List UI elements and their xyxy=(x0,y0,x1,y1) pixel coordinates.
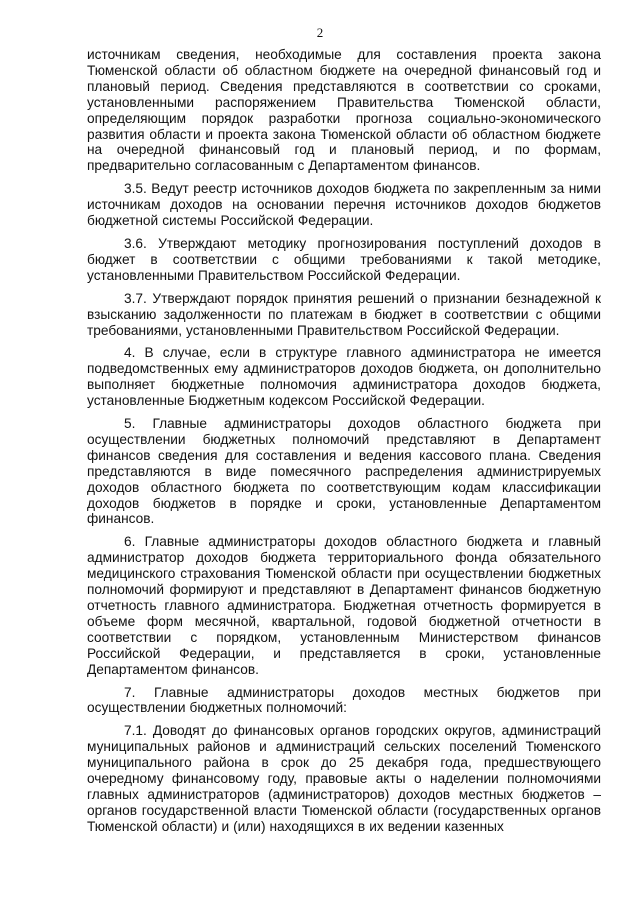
paragraph-item-7-1: 7.1. Доводят до финансовых органов городских округов, администраций муниципальных районов и администраций сельских поселений Тюменского муниципального района в срок до 25 декабря года, предшествующего очередному финансовому году, правовые акты о наделении полномочиями главных администраторов (администраторов) доходов местных бюджетов – органов государственной власти Тюменской области (государственных органов Тюменской области) и (или) находящихся в их ведении казенных xyxy=(87,723,601,834)
paragraph-item-3-7: 3.7. Утверждают порядок принятия решений о признании безнадежной к взысканию задолженности по платежам в бюджет в соответствии с общими требованиями, установленными Правительством Российской Федерации. xyxy=(87,290,601,338)
paragraph-intro-continuation: источникам сведения, необходимые для составления проекта закона Тюменской области об областном бюджете на очередной финансовый год и плановый период. Сведения представляются в соответствии со сроками, установленными распоряжением Правительства Тюменской области, определяющим порядок разработки прогноза социально-экономического развития области и проекта закона Тюменской области об областном бюджете на очередной финансовый год и плановый период, и по формам, предварительно согласованным с Департаментом финансов. xyxy=(87,47,601,174)
paragraph-item-6: 6. Главные администраторы доходов областного бюджета и главный администратор доходов бюджета территориального фонда обязательного медицинского страхования Тюменской области при осуществлении бюджетных полномочий формируют и представляют в Департамент финансов бюджетную отчетность главного администратора. Бюджетная отчетность формируется в объеме форм месячной, квартальной, годовой бюджетной отчетности в соответствии с порядком, установленным Министерством финансов Российской Федерации, и представляется в сроки, установленные Департаментом финансов. xyxy=(87,534,601,677)
paragraph-item-7: 7. Главные администраторы доходов местных бюджетов при осуществлении бюджетных полномочий: xyxy=(87,684,601,716)
paragraph-item-3-6: 3.6. Утверждают методику прогнозирования поступлений доходов в бюджет в соответствии с общими требованиями к такой методике, установленными Правительством Российской Федерации. xyxy=(87,235,601,283)
page-number: 2 xyxy=(316,25,324,40)
paragraph-item-4: 4. В случае, если в структуре главного администратора не имеется подведомственных ему администраторов доходов бюджета, он дополнительно выполняет бюджетные полномочия администратора доходов бюджета, установленные Бюджетным кодексом Российской Федерации. xyxy=(87,345,601,409)
paragraph-item-5: 5. Главные администраторы доходов областного бюджета при осуществлении бюджетных полномочий представляют в Департамент финансов сведения для составления и ведения кассового плана. Сведения представляются в виде помесячного распределения администрируемых доходов областного бюджета по соответствующим кодам классификации доходов бюджетов в порядке и сроки, установленные Департаментом финансов. xyxy=(87,416,601,527)
document-body xyxy=(87,47,601,842)
paragraph-item-3-5: 3.5. Ведут реестр источников доходов бюджета по закрепленным за ними источникам доходов на основании перечня источников доходов бюджетов бюджетной системы Российской Федерации. xyxy=(87,181,601,229)
